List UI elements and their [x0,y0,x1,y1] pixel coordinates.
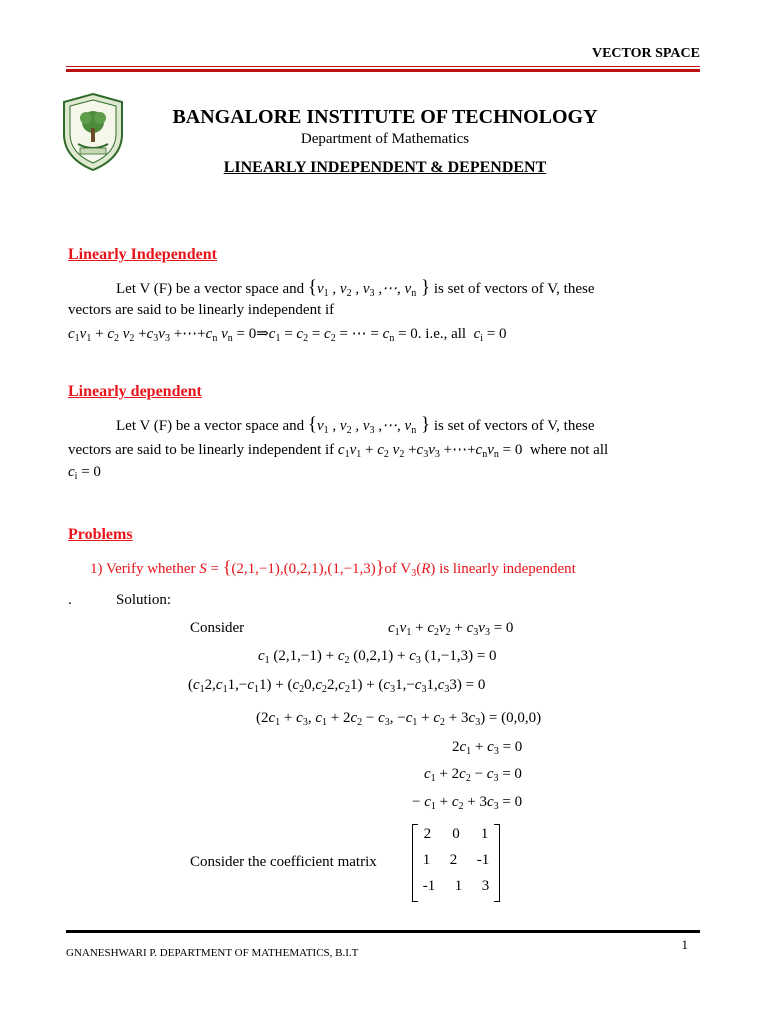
institute-seal-logo [60,92,126,172]
dependent-intro: Let V (F) be a vector space and {$v_1$ , $v_2$ , $v_3$ ,⋯, $v_n$ } is set of vectors of V, these [116,414,595,436]
solution-bullet: . [68,592,72,608]
coefficient-matrix [412,824,500,902]
matrix-cell: 2 [449,852,458,868]
matrix-cell: 1 [480,826,489,842]
topic-title: LINEARLY INDEPENDENT & DEPENDENT [223,159,547,176]
matrix-cell: 2 [423,826,432,842]
equation-2: $c_1$ $(2,1,-1) + c_2$ $(0,2,1) + c_3$ (1,−1,3) = 0 [258,648,497,666]
solution-label: Solution: [116,592,172,608]
page-number: 1 [681,937,688,952]
equation-6: $c_1 + 2c_2 - c_3 = 0$ [424,766,522,784]
matrix-cell: -1 [422,878,436,894]
consider-label: Consider [190,620,245,636]
equation-1: $c_1v_1 + c_2v_2 + c_3v_3 = 0$ [388,620,514,638]
footer-rule [66,930,700,933]
matrix-cell: -1 [476,852,490,868]
matrix-cell: 3 [481,878,490,894]
dependent-line2: vectors are said to be linearly independent if $c_1v_1 + c_2$ $v_2 +c_3v_3$ $+\cdots+c_nv_n = 0$ where not all [68,442,609,460]
equation-3: $(c_12,c_11,-c_11) + (c_20,c_22,c_21) + (c_31,-c_31,c_33) = 0$ [188,677,486,695]
department-name: Department of Mathematics [300,131,470,147]
matrix-row [413,878,499,895]
header-rule-thick [66,69,700,72]
section-heading-problems: Problems [68,526,133,543]
section-heading-independent: Linearly Independent [68,246,217,263]
section-heading-dependent: Linearly dependent [68,383,202,400]
independent-condition: $c_1v_1 + c_2$ $v_2 +c_3v_3$ $+\cdots+c_n$ $v_n$ = $0\Rightarrow c_1 = c_2 = c_2$ = ⋯ = $c_n = 0$. i.e., all $c_i = 0$ [68,326,507,344]
matrix-row [413,826,499,843]
coefficient-matrix-label: Consider the coefficient matrix [190,854,377,870]
running-header: VECTOR SPACE [591,46,700,61]
footer-author: GNANESHWARI P. DEPARTMENT OF MATHEMATICS, B.I.T [66,947,359,959]
matrix-cell: 0 [452,826,460,842]
header-rule-thin [66,66,700,67]
equation-7: − $c_1 + c_2 + 3c_3 = 0$ [412,794,523,812]
problem-1-statement: 1) Verify whether S = {(2,1,−1),(0,2,1),(1,−1,3)}of $V_3(R)$ is linearly independent [90,557,576,579]
equation-4: ($2c_1 + c_3$, $c_1 + 2c_2 - c_3$, $-c_1 + c_2 + 3c_3) = (0,0,0)$ [256,710,542,728]
matrix-cell: 1 [422,852,431,868]
independent-intro: Let V (F) be a vector space and {$v_1$ , $v_2$ , $v_3$ ,⋯, $v_n$ } is set of vectors of V, these [116,277,595,299]
matrix-cell: 1 [454,878,463,894]
independent-line2: vectors are said to be linearly independent if [68,302,335,318]
equation-5: $2c_1 + c_3 = 0$ [452,739,523,757]
dependent-ci-zero: $c_i = 0$ [68,464,101,482]
matrix-row [413,852,499,869]
institute-name: BANGALORE INSTITUTE OF TECHNOLOGY [172,106,598,128]
